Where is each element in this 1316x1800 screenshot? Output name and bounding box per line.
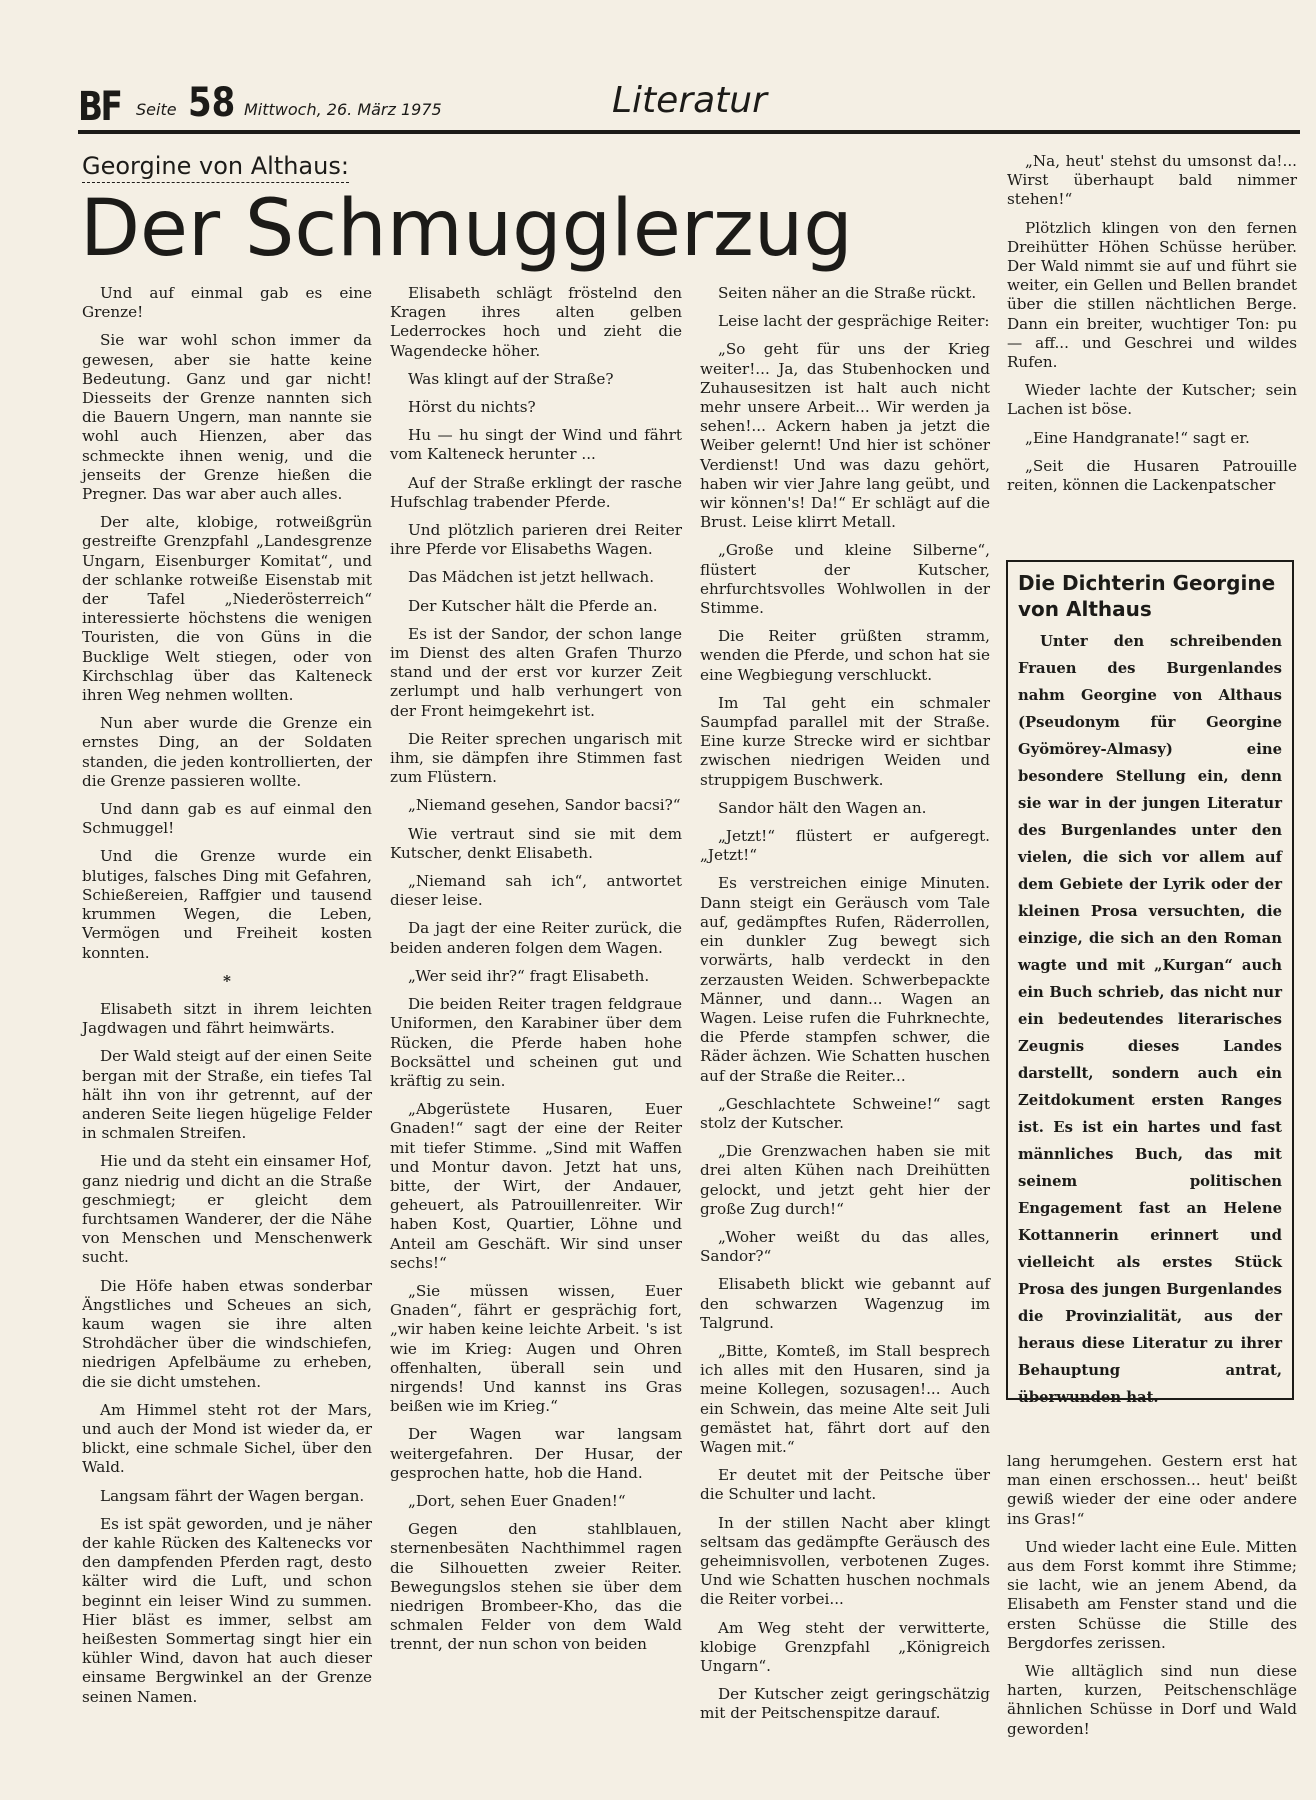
paragraph: Plötzlich klingen von den fernen Dreihütter Höhen Schüsse herüber. Der Wald nimmt sie auf und führt sie weiter, ein Gellen und Bellen brandet über die stillen nächtlichen Berge. Dann ein breiter, wuchtiger Ton: pu — aff... und Geschrei und wildes Rufen. — [1007, 218, 1297, 372]
text-column-1 — [82, 284, 372, 1716]
paragraph: „Seit die Husaren Patrouille reiten, können die Lackenpatscher — [1007, 456, 1297, 495]
paragraph: „Abgerüstete Husaren, Euer Gnaden!“ sagt der eine der Reiter mit tiefer Stimme. „Sind mit Waffen und Montur davon. Jetzt hat uns, bitte, der Wirt, der Andauer, geheuert, als Patrouillenreiter. Wir haben Kost, Quartier, Löhne und Anteil am Geschäft. Wir sind unser sechs!“ — [390, 1100, 682, 1272]
paragraph: Es ist spät geworden, und je näher der kahle Rücken des Kaltenecks vor den dampfenden Pferden ragt, desto kälter wird die Luft, und schon beginnt ein leiser Wind zu summen. Hier bläst es immer, selbst am heißesten Sommertag singt hier ein kühler Wind, davon hat auch dieser einsame Bergwinkel an der Grenze seinen Namen. — [82, 1514, 372, 1706]
paragraph: Der Wald steigt auf der einen Seite bergan mit der Straße, ein tiefes Tal hält ihn von ihr getrennt, auf der anderen Seite liegen hügelige Felder in schmalen Streifen. — [82, 1047, 372, 1143]
paragraph: Elisabeth schlägt fröstelnd den Kragen ihres alten gelben Lederrockes hoch und zieht die Wagendecke höher. — [390, 284, 682, 360]
paragraph: Elisabeth sitzt in ihrem leichten Jagdwagen und fährt heimwärts. — [82, 999, 372, 1038]
text-column-2 — [390, 284, 682, 1664]
paragraph: Und auf einmal gab es eine Grenze! — [82, 284, 372, 322]
paragraph: Es ist der Sandor, der schon lange im Dienst des alten Grafen Thurzo stand und der erst vor kurzer Zeit zerlumpt und halb verhungert von der Front heimgekehrt ist. — [390, 624, 682, 720]
paragraph: Nun aber wurde die Grenze ein ernstes Ding, an der Soldaten standen, die jeden kontrollierten, der die Grenze passieren wollte. — [82, 714, 372, 790]
paragraph: Hie und da steht ein einsamer Hof, ganz niedrig und dicht an die Straße geschmiegt; er gleicht dem furchtsamen Wanderer, der die Nähe von Menschen und Menschenwerk sucht. — [82, 1152, 372, 1267]
article-author: Georgine von Althaus: — [82, 152, 349, 183]
paragraph: Seiten näher an die Straße rückt. — [718, 284, 977, 302]
paragraph: Wieder lachte der Kutscher; sein Lachen ist böse. — [1007, 381, 1297, 419]
paragraph: Der alte, klobige, rotweißgrün gestreifte Grenzpfahl „Landesgrenze Ungarn, Eisenburger Komitat“, und der schlanke rotweiße Eisenstab mit der Tafel „Niederösterreich“ interessierte höchstens die wenigen Touristen, die von Güns in die Bucklige Welt stiegen, oder von Kirchschlag über das Kalteneck ihren Weg nehmen wollten. — [82, 513, 372, 705]
paragraph: Es verstreichen einige Minuten. Dann steigt ein Geräusch vom Tale auf, gedämpftes Rufen, Räderrollen, ein dunkler Zug bewegt sich vorwärts, halb verdeckt in den zerzausten Weiden. Schwerbepackte Männer, und dann... Wagen an Wagen. Leise rufen die Fuhrknechte, die Pferde stampfen schwer, die Räder ächzen. Wie Schatten huschen auf der Straße die Reiter... — [700, 874, 990, 1085]
paragraph: Da jagt der eine Reiter zurück, die beiden anderen folgen dem Wagen. — [390, 919, 682, 957]
masthead — [78, 80, 1298, 130]
section-title: Literatur — [612, 80, 767, 121]
paragraph: Und dann gab es auf einmal den Schmuggel! — [82, 800, 372, 838]
paragraph: Wie vertraut sind sie mit dem Kutscher, denkt Elisabeth. — [390, 824, 682, 862]
paragraph: Am Himmel steht rot der Mars, und auch der Mond ist wieder da, er blickt, eine schmale Sichel, über den Wald. — [82, 1400, 372, 1477]
paragraph: Im Tal geht ein schmaler Saumpfad parallel mit der Straße. Eine kurze Strecke wird er sichtbar zwischen niedrigen Weiden und struppigem Buschwerk. — [700, 693, 990, 789]
text-column-3 — [700, 284, 990, 1733]
paragraph: Und plötzlich parieren drei Reiter ihre Pferde vor Elisabeths Wagen. — [390, 521, 682, 559]
paragraph: „Eine Handgranate!“ sagt er. — [1025, 428, 1250, 447]
paragraph: „Bitte, Komteß, im Stall besprech ich alles mit den Husaren, sind ja meine Kollegen, sozusagen!... Auch ein Schwein, das meine Alte seit Juli gemästet hat, fährt dort auf den Wagen mit.“ — [700, 1341, 990, 1456]
info-box-title: Die Dichterin Georgine von Althaus — [1018, 571, 1276, 621]
text-column-4-top — [1007, 152, 1297, 504]
paragraph: Und die Grenze wurde ein blutiges, falsches Ding mit Gefahren, Schießereien, Raffgier und tausend krummen Wegen, die Leben, Vermögen und Freiheit kosten konnten. — [82, 847, 372, 962]
section-break-ornament: * — [223, 971, 231, 990]
paragraph: Hörst du nichts? — [408, 398, 536, 417]
paragraph: „Die Grenzwachen haben sie mit drei alten Kühen nach Dreihütten gelockt, und jetzt geht hier der große Zug durch!“ — [700, 1142, 990, 1218]
page-number: 58 — [188, 80, 236, 126]
paragraph: „Dort, sehen Euer Gnaden!“ — [408, 1491, 626, 1510]
paragraph: „Niemand sah ich“, antwortet dieser leise. — [390, 872, 682, 910]
paragraph: „Geschlachtete Schweine!“ sagt stolz der Kutscher. — [700, 1094, 990, 1132]
text-column-4-bottom — [1007, 1452, 1297, 1748]
page-label: Seite — [136, 100, 177, 119]
paragraph: „Sie müssen wissen, Euer Gnaden“, fährt er gesprächig fort, „wir haben keine leichte Arbeit. 's ist wie im Krieg: Augen und Ohren offenhalten, überall sein und nirgends! Und kannst ins Gras beißen wie im Krieg.“ — [390, 1281, 682, 1416]
paragraph: „Niemand gesehen, Sandor bacsi?“ — [408, 796, 681, 815]
paragraph: Die Reiter sprechen ungarisch mit ihm, sie dämpfen ihre Stimmen fast zum Flüstern. — [390, 729, 682, 787]
paragraph: Und wieder lacht eine Eule. Mitten aus dem Forst kommt ihre Stimme; sie lacht, wie an jenem Abend, da Elisabeth am Fenster stand und die ersten Schüsse die Stille des Bergdorfes zerissen. — [1007, 1537, 1297, 1652]
paragraph: Leise lacht der gesprächige Reiter: — [718, 312, 990, 331]
paragraph: Der Wagen war langsam weitergefahren. Der Husar, der gesprochen hatte, hob die Hand. — [390, 1425, 682, 1482]
paragraph: Das Mädchen ist jetzt hellwach. — [408, 568, 655, 587]
publication-logo: BF — [78, 84, 121, 130]
paragraph: „Jetzt!“ flüstert er aufgeregt. „Jetzt!“ — [700, 827, 990, 865]
paragraph: Gegen den stahlblauen, sternenbesäten Nachthimmel ragen die Silhouetten zweier Reiter. Bewegungslos stehen sie über dem niedrigen Brombeer-Kho, das die schmalen Felder von dem Wald trennt, der nun schon von beiden — [390, 1520, 682, 1654]
paragraph: Auf der Straße erklingt der rasche Hufschlag trabender Pferde. — [390, 473, 682, 511]
paragraph: Die Höfe haben etwas sonderbar Ängstliches und Scheues an sich, kaum wagen sie ihre alten Strohdächer über die windschiefen, niedrigen Apfelbäume zu erheben, die sie dicht umstehen. — [82, 1276, 372, 1391]
article-title: Der Schmugglerzug — [80, 184, 853, 274]
paragraph: In der stillen Nacht aber klingt seltsam das gedämpfte Geräusch des geheimnisvollen, verbotenen Zuges. Und wie Schatten huschen nochmals die Reiter vorbei... — [700, 1513, 990, 1609]
paragraph: Am Weg steht der verwitterte, klobige Grenzpfahl „Königreich Ungarn“. — [700, 1618, 990, 1675]
paragraph: Sandor hält den Wagen an. — [718, 798, 927, 817]
paragraph: Die Reiter grüßten stramm, wenden die Pferde, und schon hat sie eine Wegbiegung verschluckt. — [700, 627, 990, 684]
paragraph: Der Kutscher hält die Pferde an. — [408, 596, 658, 615]
paragraph: Der Kutscher zeigt geringschätzig mit der Peitschenspitze darauf. — [700, 1685, 990, 1723]
info-box-text: Unter den schreibenden Frauen des Burgenlandes nahm Georgine von Althaus (Pseudonym für Georgine Gyömörey-Almasy) eine besondere Stellung ein, denn sie war in der jungen Literatur des Burgenlandes unter den vielen, die sich vor allem auf dem Gebiete der Lyrik oder der kleinen Prosa versuchten, die einzige, die sich an den Roman wagte und mit „Kurgan“ auch ein Buch schrieb, das nicht nur ein bedeutendes literarisches Zeugnis dieses Landes darstellt, sondern auch ein Zeitdokument ersten Ranges ist. Es ist ein hartes und fast männliches Buch, das mit seinem politischen Engagement fast an Helene Kottannerin erinnert und vielleicht als erstes Stück Prosa des jungen Burgenlandes die Provinzialität, aus der heraus diese Literatur zu ihrer Behauptung antrat, überwunden hat. — [1018, 633, 1282, 1406]
paragraph: Er deutet mit der Peitsche über die Schulter und lacht. — [700, 1466, 990, 1504]
paragraph: „Na, heut' stehst du umsonst da!... Wirst überhaupt bald nimmer stehen!“ — [1007, 152, 1297, 209]
author-info-box — [1006, 560, 1294, 1406]
paragraph: Elisabeth blickt wie gebannt auf den schwarzen Wagenzug im Talgrund. — [700, 1275, 990, 1332]
paragraph: Langsam fährt der Wagen bergan. — [100, 1486, 365, 1505]
paragraph: „Woher weißt du das alles, Sandor?“ — [700, 1227, 990, 1266]
paragraph: Hu — hu singt der Wind und fährt vom Kalteneck herunter ... — [390, 426, 682, 464]
paragraph: Wie alltäglich sind nun diese harten, kurzen, Peitschenschläge ähnlichen Schüsse in Dorf und Wald geworden! — [1007, 1662, 1297, 1738]
header-rule — [78, 130, 1300, 134]
paragraph: lang herumgehen. Gestern erst hat man einen erschossen... heut' beißt gewiß wieder der eine oder andere ins Gras!“ — [1007, 1452, 1297, 1528]
paragraph: „So geht für uns der Krieg weiter!... Ja, das Stubenhocken und Zuhausesitzen ist halt auch nicht mehr unsere Arbeit... Wir werden ja sehen!... Ackern haben ja jetzt die Weiber gelernt! Und hier ist schöner Verdienst! Und was dazu gehört, haben wir vier Jahre lang geübt, und wir können's! Da!“ Er schlägt auf die Brust. Leise klirrt Metall. — [700, 340, 990, 532]
paragraph: Die beiden Reiter tragen feldgraue Uniformen, den Karabiner über dem Rücken, die Pferde haben hohe Bocksättel und scheinen gut und kräftig zu sein. — [390, 995, 682, 1090]
paragraph: Was klingt auf der Straße? — [408, 369, 614, 388]
issue-date: Mittwoch, 26. März 1975 — [244, 100, 442, 119]
paragraph: „Wer seid ihr?“ fragt Elisabeth. — [408, 966, 650, 985]
paragraph: „Große und kleine Silberne“, flüstert der Kutscher, ehrfurchtsvolles Wohlwollen in der Stimme. — [700, 541, 990, 618]
paragraph: Sie war wohl schon immer da gewesen, aber sie hatte keine Bedeutung. Ganz und gar nicht! Diesseits der Grenze nannten sich die Bauern Ungern, man nannte sie wohl auch Hienzen, aber das schmeckte ihnen wenig, und die jenseits der Grenze hießen die Pregner. Das war aber auch alles. — [82, 331, 372, 504]
